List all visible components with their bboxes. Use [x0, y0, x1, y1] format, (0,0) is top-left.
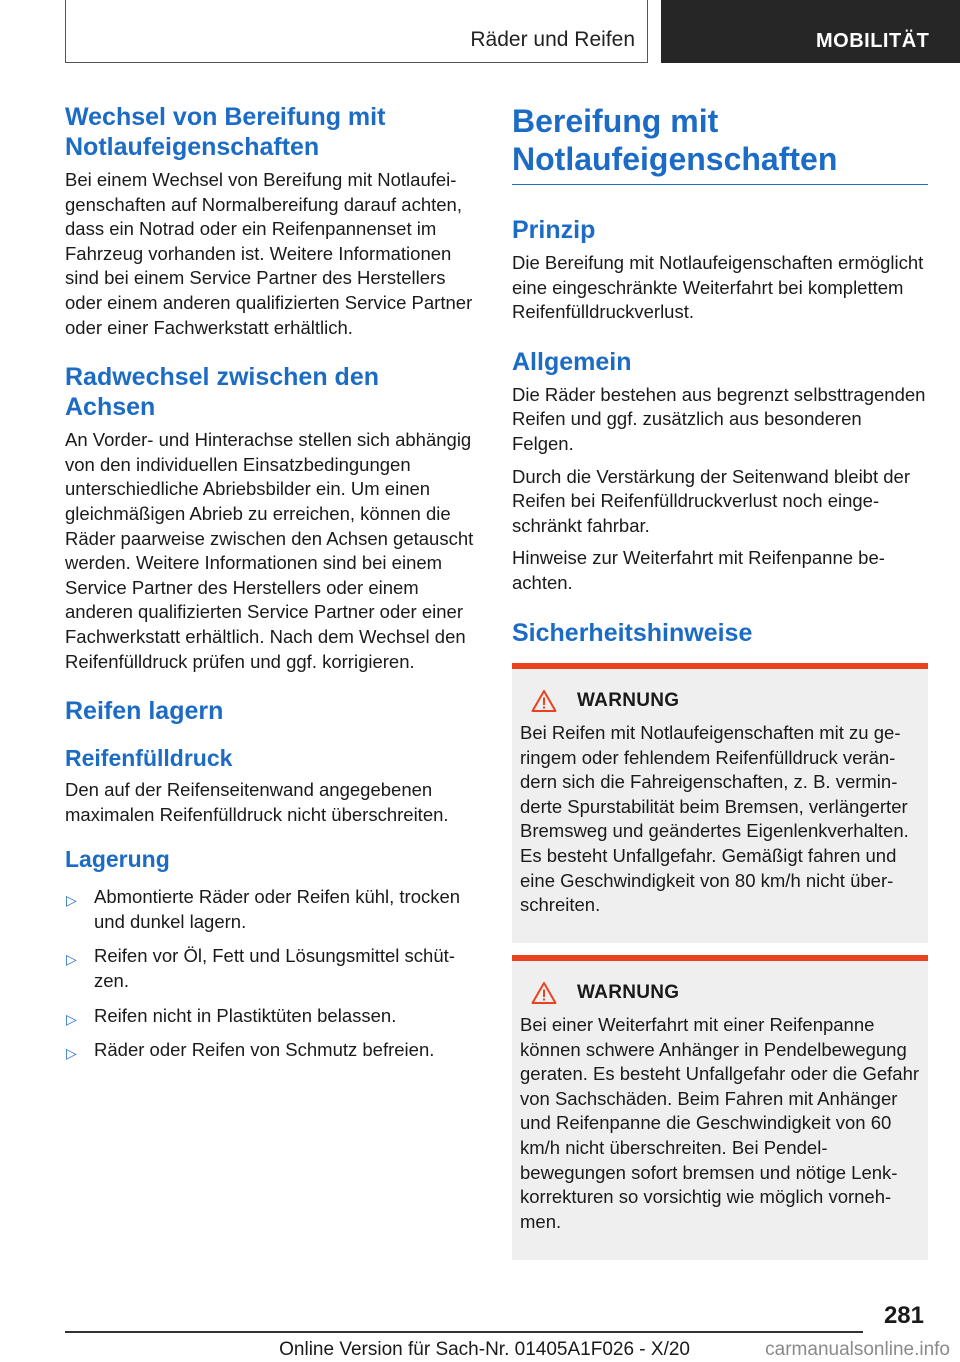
bullet-triangle-icon: ▷ [66, 1010, 77, 1027]
bullet-triangle-icon: ▷ [66, 892, 77, 909]
list-item-text: Räder oder Reifen von Schmutz befreien. [94, 1039, 435, 1061]
warning-box-2 [512, 955, 928, 1260]
heading-reifen-lagern: Reifen lagern [65, 697, 224, 726]
warning-title: WARNUNG [577, 982, 680, 1003]
warning-triangle-icon [531, 689, 557, 713]
paragraph-allgemein-2: Durch die Verstärkung der Seitenwand bleibt der Reifen bei Reifenfülldruckverlust noch eingeschränkt fahrbar. [512, 465, 910, 536]
warning-header [520, 689, 920, 713]
list-item [65, 1004, 475, 1029]
chapter-title: Bereifung mit Notlaufeigenschaften [512, 102, 928, 185]
header-section-title: Räder und Reifen [470, 28, 635, 51]
list-item-text: Reifen vor Öl, Fett und Lösungsmittel schützen. [94, 945, 455, 992]
list-item [65, 1038, 475, 1063]
heading-wechsel-bereifung: Wechsel von Bereifung mit Notlaufeigenschaften [65, 103, 386, 161]
heading-allgemein: Allgemein [512, 347, 632, 376]
warning-box-1 [512, 663, 928, 943]
list-item [65, 885, 475, 934]
paragraph-allgemein-1: Die Räder bestehen aus begrenzt selbsttragenden Reifen und ggf. zusätzlich aus besonderen Felgen. [512, 383, 926, 454]
paragraph-reifenfuelldruck: Den auf der Reifenseitenwand angegebenen maximalen Reifenfülldruck nicht überschreiten. [65, 779, 449, 825]
warning-title: WARNUNG [577, 690, 680, 711]
paragraph-wechsel-bereifung: Bei einem Wechsel von Bereifung mit Notlaufeigenschaften auf Normalbereifung darauf achten, dass ein Notrad oder ein Reifenpannenset im Fahrzeug vorhanden ist. Weitere Informationen sind bei einem Service Partner des Herstellers oder einem anderen qualifizierten Service Partner oder einer Fachwerkstatt erhältlich. [65, 169, 473, 338]
lagerung-list [65, 885, 475, 1063]
heading-prinzip: Prinzip [512, 216, 596, 244]
right-column [512, 102, 928, 658]
bullet-triangle-icon: ▷ [66, 1045, 77, 1062]
header-chapter-tab: MOBILITÄT [661, 0, 960, 63]
bullet-triangle-icon: ▷ [66, 951, 77, 968]
list-item-text: Reifen nicht in Plastiktüten belassen. [94, 1004, 397, 1026]
warning-text: Bei Reifen mit Notlaufeigenschaften mit zu geringem oder fehlendem Reifenfülldruck verändern sich die Fahreigenschaften, z. B. verminderte Spurstabilität beim Bremsen, verlängerter Bremsweg und geändertes Eigenlenkverhalten. Es besteht Unfallgefahr. Gemäßigt fahren und eine Geschwindigkeit von 80 km/h nicht überschreiten. [520, 722, 909, 916]
paragraph-radwechsel: An Vorder- und Hinterachse stellen sich abhängig von den individuellen Einsatzbedingungen unterschiedliche Abriebsbilder ein. Um einen gleichmäßigen Abrieb zu erreichen, können die Räder paarweise zwischen den Achsen getauscht werden. Weitere Informationen sind bei einem Service Partner des Herstellers oder einem anderen qualifizierten Service Partner oder einer Fachwerkstatt erhältlich. Nach dem Wechsel den Reifenfülldruck prüfen und ggf. korrigieren. [65, 429, 474, 672]
page-number: 281 [883, 1302, 924, 1329]
paragraph-prinzip: Die Bereifung mit Notlaufeigenschaften ermöglicht eine eingeschränkte Weiterfahrt bei komplettem Reifenfülldruckverlust. [512, 252, 924, 323]
footer-version-text: Online Version für Sach-Nr. 01405A1F026 - X/20 [279, 1339, 690, 1360]
heading-lagerung: Lagerung [65, 846, 170, 873]
footer-divider [65, 1331, 863, 1333]
warning-header [520, 981, 920, 1005]
heading-radwechsel: Radwechsel zwischen den Achsen [65, 363, 379, 422]
left-column [65, 102, 475, 1073]
paragraph-allgemein-3: Hinweise zur Weiterfahrt mit Reifenpanne beachten. [512, 547, 885, 593]
warning-text: Bei einer Weiterfahrt mit einer Reifenpanne können schwere Anhänger in Pendelbewegung geraten. Es besteht Unfallgefahr oder die Gefahr von Sachschäden. Beim Fahren mit Anhänger und Reifenpanne die Geschwindigkeit von 60 km/h nicht überschreiten. Bei Pendelbewegungen sofort bremsen und nötige Lenkkorrekturen so vorsichtig wie möglich vornehmen. [520, 1014, 920, 1232]
warning-triangle-icon [531, 981, 557, 1005]
footer-watermark: carmanualsonline.info [765, 1339, 950, 1360]
list-item [65, 944, 475, 993]
heading-sicherheitshinweise: Sicherheitshinweise [512, 618, 753, 647]
heading-reifenfuelldruck: Reifenfülldruck [65, 745, 233, 772]
list-item-text: Abmontierte Räder oder Reifen kühl, trocken und dunkel lagern. [94, 886, 461, 932]
